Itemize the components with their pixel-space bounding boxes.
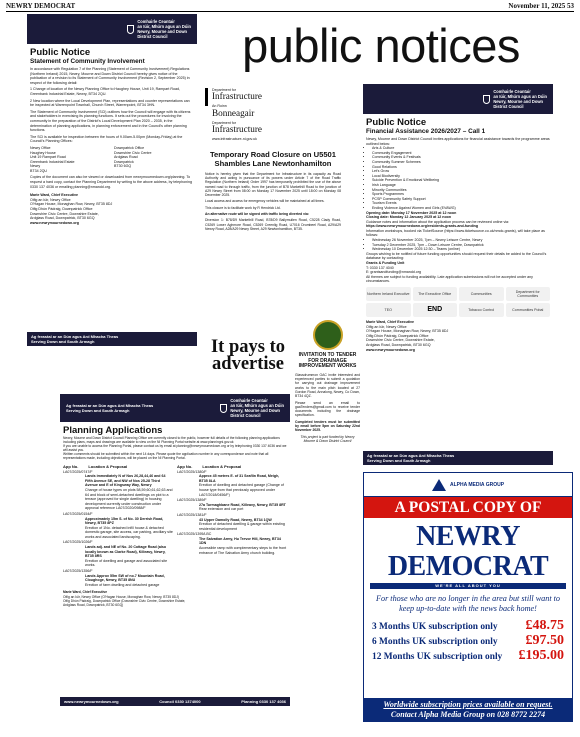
banner-en: Serving Down and South Armagh — [66, 408, 130, 413]
sig-line: Marie Ward, Chief Executive — [366, 320, 414, 324]
applications-col-left — [63, 464, 173, 588]
crest-icon — [127, 25, 134, 34]
council-english: Newry, Mourne and Down — [493, 99, 544, 104]
tender-title: INVITATION TO TENDER FOR DRAINAGE IMPROVEMENT WORKS — [298, 352, 357, 370]
table-row — [177, 532, 287, 555]
funder-logo: Communities Pobal — [506, 303, 551, 317]
sig-line: Oifig an Iúir, Newry Office — [30, 197, 71, 202]
programme-item: • Irish Language — [372, 183, 550, 188]
road-para: Local access and access for emergency vehicles will be maintained at all times. — [205, 199, 325, 204]
signature-block — [63, 590, 287, 606]
planning-intro: Newry, Mourne and Down District Council Planning Office are currently closed to the public, however full details of the following planning applications including plans, maps and drawings are available to view on the NI Planning Portal website at www.planningni.gov.uk — [63, 436, 280, 445]
sig-line: Oifig an Iúir, Newry Office — [366, 324, 407, 329]
funder-logo: END — [413, 303, 458, 317]
alpha-triangle-icon — [432, 479, 446, 491]
app-proposal: Erection of farm dwelling and detached garage — [85, 582, 160, 587]
applications-col-right — [177, 464, 287, 588]
council-sub: District Council — [493, 104, 524, 109]
footer-ga: Ag freastal ar an Dún agus Ard Mhacha Theas — [367, 453, 455, 458]
section-title: public notices — [242, 20, 520, 72]
planning-banner-text — [66, 403, 153, 413]
council-irish: an Iúir, Mhúrn agus an Dúin — [493, 94, 547, 99]
price-row — [372, 619, 564, 634]
app-location: 43 Upper Damolly Road, Newry, BT34 1QW — [199, 517, 272, 522]
table-row — [63, 470, 173, 511]
tender-para: Glassdrummon GAC invite interested and experienced parties to submit a quotation for carrying out drainage improvement works to the main pitch located at 27 Gordon Road, Annalong, Newry, Co Down, BT34 4QZ. — [295, 372, 360, 399]
council-sub: District Council — [137, 34, 168, 39]
sig-line: Oifig Dhún Pádraig, Downpatrick Office (Downshire Civic Centre, Downshire Estate, — [63, 598, 186, 603]
app-proposal: Change of house types on plots 58,59,60,61,62,63 and 64 and block of semi-detached dwellings on plot to a terrace (approved for single dwelling) in housing development currently under construction under approval reference LA07/2020/0988/F — [85, 487, 173, 511]
col-app-no: App No. — [63, 463, 79, 469]
office-cell: Haughey House — [30, 150, 56, 155]
notice-title: Public Notice — [366, 117, 427, 128]
signature-block — [366, 320, 550, 352]
council-name-ga: Comhairle Ceantair — [493, 89, 531, 94]
programme-item: • Local Biodiversity — [372, 174, 550, 179]
grants-link[interactable]: https://www.newrymournedown.org/residents-grants-and-funding — [366, 224, 479, 229]
office-cell: Downpatrick — [114, 159, 134, 164]
council-english: Newry, Mourne and Down — [230, 408, 281, 413]
dfi-dept: Department for — [212, 88, 236, 92]
app-no: LA07/2025/1026/F — [63, 540, 93, 545]
dfi-bar-icon — [205, 88, 208, 106]
road-para: This closure is to facilitate work by R Hendrick Ltd. — [205, 205, 281, 210]
sig-line: Ardglass Road, Downpatrick, BT30 6GQ — [30, 216, 95, 221]
programme-item: • Good Relations — [372, 165, 550, 170]
issue-date: November 11, 2025 53 — [508, 2, 574, 10]
funder-logo: Northern Ireland Executive — [366, 287, 411, 301]
price-amount: £195.00 — [518, 648, 564, 664]
notice-footer — [363, 451, 553, 465]
notice-subtitle: Financial Assistance 2026/2027 – Call 1 — [366, 128, 486, 135]
app-location: Lands immediately N of Nos 26,28,44,46 and 64 Fifth Avenue SE, and NW of Nos 25-28 Third Avenue and E of Kingsway Way, Newry — [85, 474, 166, 488]
planning-notice — [60, 394, 290, 706]
council-name-ga: Comhairle Ceantair — [137, 19, 175, 24]
price-list — [364, 619, 572, 664]
programme-item: • Arts & Culture — [372, 146, 550, 151]
programme-item: • Community Events & Festivals — [372, 155, 550, 160]
app-no: LA07/2025/1356/F — [63, 569, 93, 574]
council-name-ga: Comhairle Ceantair — [230, 398, 268, 403]
app-no: LA07/2025/1389/F — [177, 498, 207, 503]
app-proposal: Rear extension and car port — [199, 507, 244, 512]
table-row — [177, 513, 287, 531]
banner-ga: Ag freastal ar an Dún agus Ard Mhacha Theas — [66, 403, 154, 408]
postal-footer — [364, 698, 572, 721]
table-row — [63, 540, 173, 568]
app-location: 27a Turmaghbane Road, Killeavy, Newry, BT35 8RT — [199, 502, 286, 507]
workshop-list — [366, 238, 550, 252]
app-proposal: Erection of dwelling and garage and associated site works. — [85, 558, 168, 568]
alpha-logo — [364, 473, 572, 497]
notice-title: Public Notice — [30, 47, 91, 58]
notice-para: The SCI is available for inspection between the hours of 9.00am-5.00pm (Monday-Friday) at the Council's Planning Offices: — [30, 134, 183, 144]
app-no: LA07/2025/0154/F — [63, 511, 93, 516]
office-cell: Newry Office — [30, 145, 51, 150]
contact-text: Contact Alpha Media Group on 028 8772 2274 — [390, 709, 546, 719]
sig-line: Marie Ward, Chief Executive — [30, 193, 78, 198]
sig-line: Ardglass Road, Downpatrick, BT30 6GQ — [366, 342, 431, 347]
grants-unit: Grants & Funding Unit — [366, 261, 405, 266]
footer-ga: Ag freastal ar an Dún agus Ard Mhacha Theas — [31, 334, 119, 339]
tender-para: This project is part funded by Newry Mourne & Down District Council — [300, 434, 355, 443]
page-header — [6, 2, 574, 12]
notice-para: Copies of the document can also be viewed or downloaded from newrymournedown.org/planning. To request a hard copy, contact the Planning Department by writing to the above address, by telephoning 0330 137 4036 or emailing planning@nmandd.org. — [30, 175, 192, 189]
programme-list — [366, 146, 550, 210]
postal-copy-ad — [363, 472, 573, 722]
sig-line: Ardglass Road, Downpatrick, BT30 6GQ) — [63, 602, 124, 607]
advertise-text: It pays to advertise — [210, 337, 285, 374]
price-term: 12 Months UK subscription only — [372, 652, 503, 663]
sci-notice — [27, 14, 197, 346]
notice-para: Guidance notes and information about the application process can be reviewed online via: — [366, 219, 510, 224]
footer-url[interactable]: www.newrymournedown.org — [64, 699, 119, 704]
dfi-irish2: Bonneagair — [212, 107, 255, 118]
app-no: LA07/2025/0747/F — [63, 469, 93, 474]
office-cell: Ardglass Road — [114, 155, 138, 160]
opening-date: Opening date: Monday 17 November 2025 at 12 noon — [366, 210, 457, 215]
dfi-infra: Infrastructure — [212, 91, 262, 102]
sig-line: O'Hagan House, Monaghan Row, Newry, BT35 8DJ — [30, 202, 113, 207]
app-proposal: Accessible ramp with complementary steps to the front entrance of The Salvation Army church building. — [199, 546, 287, 555]
table-row — [177, 498, 287, 512]
funder-logos — [366, 287, 550, 317]
sig-line: www.newrymournedown.org — [366, 347, 415, 352]
council-banner — [27, 14, 197, 44]
footer-en: Serving Down and South Armagh — [367, 458, 431, 463]
council-sub: District Council — [230, 413, 261, 418]
app-no: LA07/2025/1381/F — [177, 512, 207, 517]
notice-footer — [27, 332, 197, 346]
office-cell: Newry — [30, 164, 41, 169]
col-location: Location & Proposal — [202, 463, 242, 469]
postal-title: A POSTAL COPY OF — [364, 497, 572, 518]
road-para: Notice is hereby given that the Department for Infrastructure in its capacity as Road Authority and acting in pursuance of its powers under Article 7 of the Road Traffic Regulation (Northern Ireland) Order 1997 has temporarily prohibited the use of the above named road to through traffic, from the junction of B78 Markethill Road to the junction of A29 Newry Street from 08:00 on Monday 17 November 2025 until 18:00 on Monday 08 December 2025. — [205, 171, 341, 198]
app-location: The Salvation Army, Hu Trevor Hill, Newry, BT34 1DN — [199, 536, 281, 546]
office-cell: BT30 6GQ — [114, 164, 132, 169]
funder-logo: Tobacco Control — [459, 303, 504, 317]
price-amount: £48.75 — [525, 618, 564, 634]
alpha-name: ALPHA MEDIA GROUP — [449, 481, 505, 488]
masthead: NEWRY DEMOCRAT — [387, 521, 549, 582]
crest-icon — [220, 404, 227, 413]
worldwide-text: Worldwide subscription prices available on request. — [383, 700, 553, 709]
app-no: LA07/2025/1380/F — [177, 469, 207, 474]
crest-icon — [483, 95, 490, 104]
dfi-url: www.infrastructure-ni.gov.uk — [212, 137, 257, 142]
notice-para: Groups wishing to be notified of future funding opportunities should request their details be added to the Council's database by contacting: — [366, 251, 547, 261]
notice-para: 1 Change of location of the Newry Planning Office to Haughey House, Unit 19, Rampart Road, Greenbank Industrial Estate, Newry, BT34 2QU. — [30, 87, 180, 96]
office-cell — [114, 169, 194, 174]
workshop-item: • Wednesday 10 December 2025 12:30 – Teams (online) — [372, 247, 550, 252]
footer-council-tel: Council 0330 1374000 — [159, 699, 201, 704]
notice-para: In accordance with Regulation 7 of the Planning (Statement of Community Involvement) Regulations (Northern Ireland) 2015, Newry, Mourne and Down District Council hereby gives notice of the publication of a revision to its Statement of Community Involvement (Revision 2, September 2025) in respect of the following detail: — [30, 67, 190, 85]
notice-para: All themes are subject to funding availability. Late application submissions will not be accepted under any circumstances. — [366, 274, 533, 284]
council-irish: an Iúir, Mhúrn agus an Dúin — [137, 24, 191, 29]
road-para: Diversion 1: B78/D9 Markethill Road, B78/D9 Ballymullen Road, C5228 Clady Road, C5269 Lower Aghmore Road, C5269 Creenlig Road, U7016 Drumbeel Road, A29/A29 Newry Road, A28/A29 Newry Street, A29 Newtonhamilton, BT35. — [205, 218, 341, 231]
club-crest-icon — [313, 320, 343, 350]
planning-intro: Written comments should be submitted within the next 14 days. Please quote the application number in any correspondence and note that all representations made, including objections, will be placed on the NI Planning Portal. — [63, 452, 269, 461]
dfi-irish1: An Roinn — [212, 104, 227, 109]
table-row — [177, 470, 287, 498]
tender-para: Please send an email to gaaTenders@gmail.com to receive tender documents including the drainage specification. — [295, 400, 360, 418]
sig-line: O'Hagan House, Monaghan Row, Newry, BT35 8DJ — [366, 329, 449, 334]
app-location: Approximately 15m S. of No. 30 Derrish Road, Newry, BT35 8PZ — [85, 516, 164, 526]
council-banner — [363, 84, 553, 114]
planning-footer — [60, 697, 290, 706]
office-cell: Greenbank Industrial Estate — [30, 159, 75, 164]
planning-banner — [60, 394, 290, 422]
programme-item: • Suicide Prevention & Emotional Wellbeing — [372, 178, 550, 183]
notice-subtitle: Statement of Community Involvement — [30, 58, 145, 65]
funder-logo: The Executive Office — [413, 287, 458, 301]
programme-item: • Community Summer Schemes — [372, 160, 550, 165]
council-english: Newry, Mourne and Down — [137, 29, 188, 34]
notice-para: Newry, Mourne and Down District Council invites applications for financial assistance towards the programme areas outlined below: — [366, 137, 550, 146]
app-location: Lands adj. and NE of No. 20 Cottage Road (also locally known as Clarke Road), Killeavy, Newry, BT35 8RS — [85, 545, 167, 559]
council-logo — [220, 398, 284, 418]
sig-line: Oifig Dhún Pádraig, Downpatrick Office — [366, 333, 429, 338]
price-row — [372, 634, 564, 649]
programme-item: • Let's Grow — [372, 169, 550, 174]
price-term: 3 Months UK subscription only — [372, 622, 498, 633]
programme-item: • Minority Communities — [372, 188, 550, 193]
office-cell: Downpatrick Office — [114, 145, 145, 150]
grants-email[interactable]: E: grantsandfunding@nmandd.org — [366, 270, 421, 275]
road-closure-notice — [205, 88, 341, 320]
table-row — [63, 569, 173, 587]
col-location: Location & Proposal — [88, 463, 128, 469]
financial-notice — [363, 84, 553, 465]
sig-line: Downshire Civic Centre, Downshire Estate, — [366, 338, 435, 343]
closing-date: Closing date: Monday 12 January 2025 at 12 noon — [366, 215, 452, 220]
table-row — [63, 512, 173, 540]
advertise-box — [205, 328, 291, 384]
table-header — [63, 464, 173, 469]
workshop-item: • Tuesday 2 December 2025, 7pm – Down Leisure Centre, Downpatrick — [372, 243, 550, 248]
sig-line: Marie Ward, Chief Executive — [63, 590, 108, 595]
office-cell: Downshire Civic Centre — [114, 150, 152, 155]
tender-notice — [295, 320, 360, 620]
price-row — [372, 649, 564, 664]
app-proposal: Erection of dwelling and detached garage (Change of house type from that previously approved under LA07/2018/0456/F) — [199, 483, 284, 497]
road-closure-title: Temporary Road Closure on U5501 Shambles Lane Newtonhamilton — [209, 149, 337, 168]
applications-table — [63, 464, 287, 588]
app-proposal: Erection of detached dwelling & garage within existing residential development — [199, 522, 285, 531]
sig-line: Downshire Civic Centre, Downshire Estate, — [30, 211, 99, 216]
footer-planning-tel: Planning 0330 137 4036 — [241, 699, 286, 704]
council-logo — [127, 19, 191, 39]
notice-para: 2 New location where the Local Development Plan, representations and counter representations can be inspected at Warrenpoint Townhall, Church Street, Warrenpoint, BT34 3HN. — [30, 98, 190, 108]
offices-list — [30, 146, 194, 174]
grants-tel: T: 0330 137 4040 — [366, 265, 394, 270]
app-location: Lands Approx 55m SW of no.7 Mountain Road, Cloughoge, Newry, BT35 8NU — [85, 573, 165, 583]
road-para: An alternative route will be signed with traffic being diverted via: — [205, 212, 309, 216]
council-irish: an Iúir, Mhúrn agus an Dúin — [230, 403, 284, 408]
table-header — [177, 464, 287, 469]
price-amount: £97.50 — [525, 633, 564, 649]
planning-title: Planning Applications — [63, 425, 163, 436]
footer-en: Serving Down and South Armagh — [31, 339, 95, 344]
council-logo — [483, 89, 547, 109]
programme-item: • Sports Programmes — [372, 192, 550, 197]
notice-para: The Statement of Community Involvement (SCI) outlines how the Council will engage with its citizens and stakeholders in exercising its planning functions. It sets out the procedures for involving the community in the preparation of the District's Local Development Plan 2020 – 2035, in the determination of planning applications, in planning enforcement and in the Council's other planning functions. — [30, 109, 191, 133]
office-cell: Unit 19 Rampart Road — [30, 155, 66, 160]
programme-item: • Ending Violence Against Women and Girls (EVAWG) — [372, 206, 550, 211]
app-location: Approx 45 metres E. of 31 Seaflin Road, Meigh, BT35 8LA — [199, 474, 280, 483]
dfi-logo — [205, 88, 341, 142]
tender-para: Completed tenders must be submitted by email before 5pm on Saturday 22nd November 2025. — [295, 419, 360, 433]
office-cell: BT34 2QU — [30, 168, 47, 173]
sig-line: www.newrymournedown.org — [30, 220, 79, 225]
app-proposal: Erection of 1No. detached infill house & detached domestic garage, site access, car parking, ancillary site works and associated landscaping. — [85, 525, 173, 539]
col-app-no: App No. — [177, 463, 193, 469]
programme-item: • Tourism Events — [372, 201, 550, 206]
postal-blurb: For those who are no longer in the area but still want to keep up-to-date with the news back home! — [375, 594, 561, 613]
notice-para: Information workshops, booked via TicketSource (https://www.ticketsource.co.uk/nmdc-grants), will take place as follows: — [366, 228, 545, 238]
dfi-infra2: Infrastructure — [212, 124, 262, 135]
app-no: LA07/2025/1395/LBC — [177, 532, 212, 537]
sig-line: Oifig Dhún Pádraig, Downpatrick Office — [30, 207, 93, 212]
funder-logo: Communities — [459, 287, 504, 301]
signature-block — [30, 193, 194, 225]
funder-logo: Department for Communities — [506, 287, 551, 301]
masthead-tag: WE'RE ALL ABOUT YOU — [370, 583, 566, 589]
paper-name: NEWRY DEMOCRAT — [6, 2, 76, 10]
dfi-dept2: Department for — [212, 120, 236, 125]
sig-line: Oifig an Iúir, Newry Office (O'Hagan House, Monaghan Row, Newry, BT35 8DJ) — [63, 594, 179, 599]
programme-item: • PCSP Community Safety Support — [372, 197, 550, 202]
planning-intro: If you are unable to access the Planning Portal, please contact us by email at planning@newrymournedown.org or by telephoning 0330 137 4036 and we will assist you. — [63, 444, 287, 453]
programme-item: • Community Engagement — [372, 151, 550, 156]
workshop-item: • Wednesday 26 November 2025, 7pm – Newry Leisure Centre, Newry — [372, 238, 550, 243]
price-term: 6 Months UK subscription only — [372, 637, 498, 648]
funder-logo: TEO — [366, 303, 411, 317]
